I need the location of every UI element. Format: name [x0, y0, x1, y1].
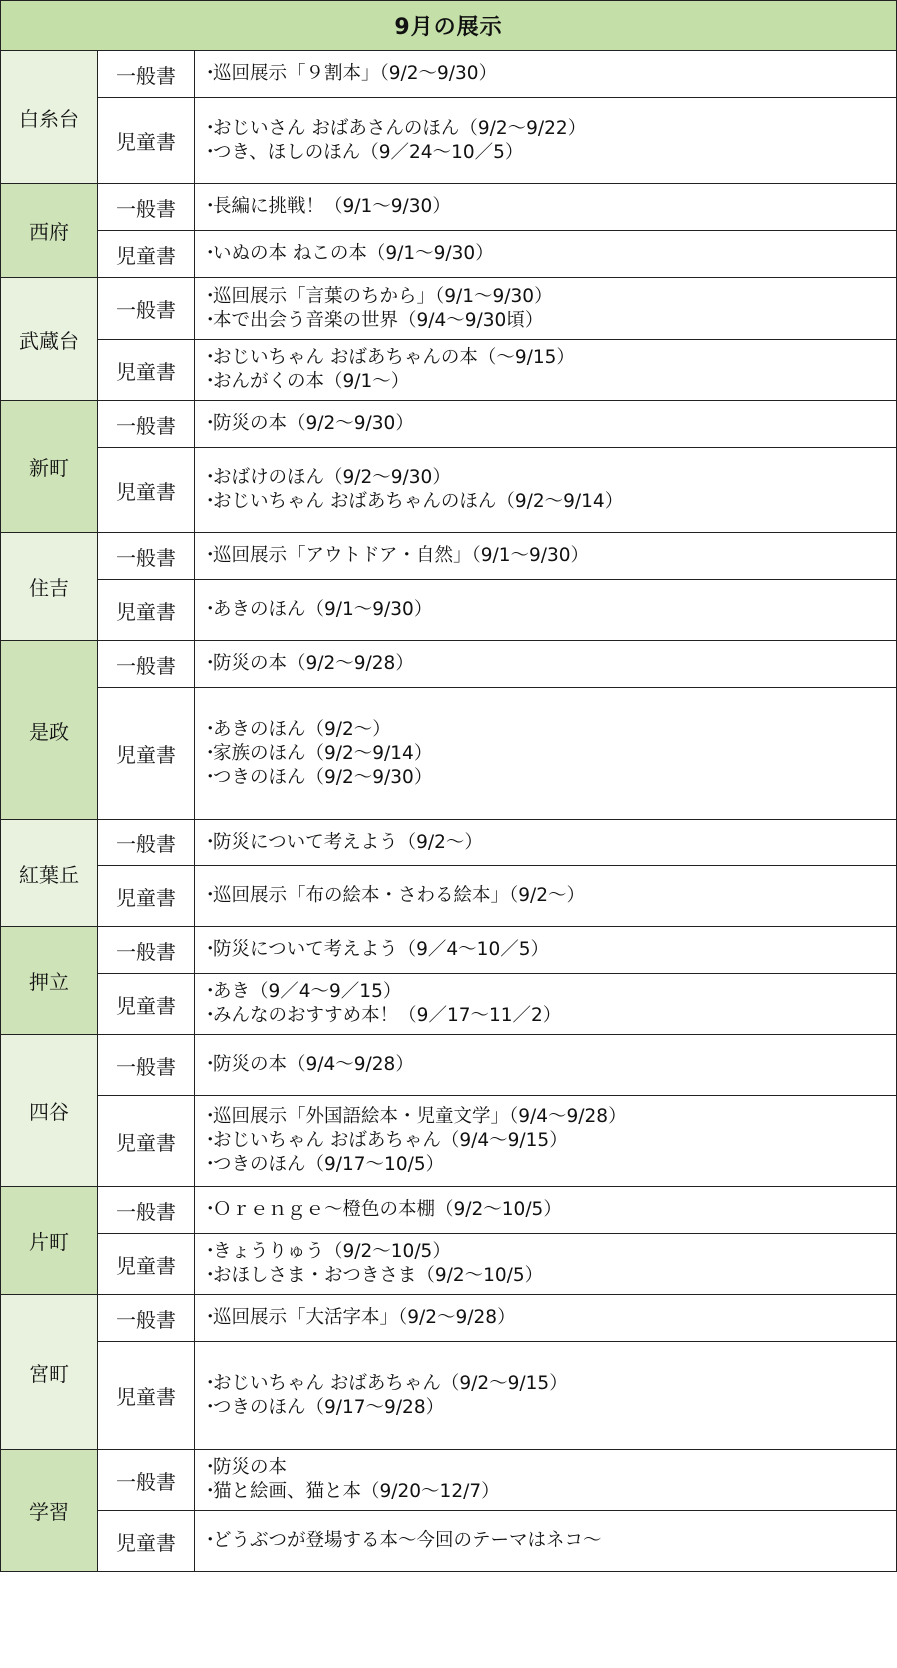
- list-item: ・ みんなのおすすめ本！（9／17～11／2）: [205, 1004, 896, 1028]
- exhibit-list: [205, 62, 896, 86]
- list-item: ・ きょうりゅう（9/2～10/5）: [205, 1240, 896, 1264]
- list-item: ・ 防災の本: [205, 1456, 896, 1480]
- category-label: 児童書: [98, 866, 195, 927]
- list-item: ・ つきのほん（9/17～9/28）: [205, 1396, 896, 1420]
- table-row: [1, 866, 897, 927]
- list-item: ・ おじいちゃん おばあちゃんの本（～9/15）: [205, 346, 896, 370]
- exhibit-list-cell: [195, 401, 897, 448]
- exhibit-list-cell: [195, 820, 897, 866]
- category-label: 一般書: [98, 51, 195, 98]
- exhibit-list: [205, 718, 896, 790]
- table-row: [1, 1450, 897, 1511]
- exhibit-list-cell: [195, 1295, 897, 1342]
- branch-name: 是政: [1, 641, 98, 820]
- branch-name: 新町: [1, 401, 98, 533]
- exhibit-list-cell: [195, 1342, 897, 1450]
- list-item: ・ あきのほん（9/1～9/30）: [205, 598, 896, 622]
- category-label: 一般書: [98, 1187, 195, 1234]
- exhibit-list-cell: [195, 927, 897, 974]
- branch-name: 四谷: [1, 1035, 98, 1187]
- table-row: [1, 1342, 897, 1450]
- exhibit-list: [205, 1240, 896, 1288]
- exhibit-list: [205, 1105, 896, 1177]
- list-item: ・ つきのほん（9/2～9/30）: [205, 766, 896, 790]
- list-item: ・ 本で出会う音楽の世界（9/4～9/30頃）: [205, 309, 896, 333]
- branch-name: 住吉: [1, 533, 98, 641]
- list-item: ・ 長編に挑戦！（9/1～9/30）: [205, 195, 896, 219]
- exhibit-list-cell: [195, 1511, 897, 1572]
- exhibit-list-cell: [195, 51, 897, 98]
- exhibit-list: [205, 831, 896, 855]
- branch-name: 武蔵台: [1, 278, 98, 401]
- table-row: [1, 401, 897, 448]
- branch-name: 西府: [1, 184, 98, 278]
- exhibit-list-cell: [195, 278, 897, 340]
- table-row: [1, 580, 897, 641]
- table-row: [1, 688, 897, 820]
- category-label: 児童書: [98, 1342, 195, 1450]
- table-row: [1, 98, 897, 184]
- list-item: ・ 巡回展示「大活字本」（9/2～9/28）: [205, 1306, 896, 1330]
- exhibit-list: [205, 412, 896, 436]
- exhibit-list-cell: [195, 533, 897, 580]
- list-item: ・ 巡回展示「言葉のちから」（9/1～9/30）: [205, 285, 896, 309]
- branch-name: 紅葉丘: [1, 820, 98, 927]
- table-row: [1, 1511, 897, 1572]
- exhibit-list-cell: [195, 231, 897, 278]
- table-row: [1, 1035, 897, 1096]
- category-label: 児童書: [98, 340, 195, 401]
- branch-name: 宮町: [1, 1295, 98, 1450]
- category-label: 児童書: [98, 448, 195, 533]
- category-label: 一般書: [98, 533, 195, 580]
- category-label: 児童書: [98, 98, 195, 184]
- list-item: ・ おじいさん おばあさんのほん（9/2～9/22）: [205, 117, 896, 141]
- table-row: [1, 448, 897, 533]
- category-label: 一般書: [98, 184, 195, 231]
- category-label: 一般書: [98, 1295, 195, 1342]
- exhibit-list-cell: [195, 184, 897, 231]
- exhibit-list: [205, 884, 896, 908]
- list-item: ・ どうぶつが登場する本～今回のテーマはネコ～: [205, 1529, 896, 1553]
- exhibit-list: [205, 1456, 896, 1504]
- table-row: [1, 533, 897, 580]
- list-item: ・ おじいちゃん おばあちゃん（9/2～9/15）: [205, 1372, 896, 1396]
- list-item: ・ 猫と絵画、猫と本（9/20～12/7）: [205, 1480, 896, 1504]
- list-item: ・ 家族のほん（9/2～9/14）: [205, 742, 896, 766]
- exhibit-list: [205, 346, 896, 394]
- branch-name: 学習: [1, 1450, 98, 1572]
- list-item: ・ あきのほん（9/2～）: [205, 718, 896, 742]
- table-row: [1, 641, 897, 688]
- table-row: [1, 184, 897, 231]
- exhibit-list-cell: [195, 340, 897, 401]
- branch-name: 白糸台: [1, 51, 98, 184]
- category-label: 一般書: [98, 820, 195, 866]
- category-label: 児童書: [98, 1096, 195, 1187]
- table-row: [1, 974, 897, 1035]
- exhibit-list: [205, 285, 896, 333]
- exhibit-list: [205, 117, 896, 165]
- page-title: 9月の展示: [1, 1, 897, 51]
- exhibit-list: [205, 466, 896, 514]
- category-label: 一般書: [98, 1450, 195, 1511]
- category-label: 児童書: [98, 231, 195, 278]
- table-row: [1, 278, 897, 340]
- table-row: [1, 340, 897, 401]
- list-item: ・ つきのほん（9/17～10/5）: [205, 1153, 896, 1177]
- exhibit-list: [205, 242, 896, 266]
- exhibit-list: [205, 1529, 896, 1553]
- list-item: ・ おほしさま・おつきさま（9/2～10/5）: [205, 1264, 896, 1288]
- table-row: [1, 927, 897, 974]
- table-row: [1, 51, 897, 98]
- exhibit-list-cell: [195, 1450, 897, 1511]
- exhibit-list-cell: [195, 1187, 897, 1234]
- list-item: ・ 巡回展示「外国語絵本・児童文学」（9/4～9/28）: [205, 1105, 896, 1129]
- category-label: 児童書: [98, 1511, 195, 1572]
- exhibit-list: [205, 1053, 896, 1077]
- category-label: 一般書: [98, 401, 195, 448]
- list-item: ・ Ｏｒｅｎｇｅ～橙色の本棚（9/2～10/5）: [205, 1198, 896, 1222]
- exhibit-list-cell: [195, 1035, 897, 1096]
- list-item: ・ おじいちゃん おばあちゃんのほん（9/2～9/14）: [205, 490, 896, 514]
- exhibit-list-cell: [195, 688, 897, 820]
- category-label: 児童書: [98, 1234, 195, 1295]
- exhibit-list-cell: [195, 641, 897, 688]
- exhibit-list: [205, 598, 896, 622]
- list-item: ・ 防災の本（9/2～9/30）: [205, 412, 896, 436]
- category-label: 一般書: [98, 641, 195, 688]
- list-item: ・ いぬの本 ねこの本（9/1～9/30）: [205, 242, 896, 266]
- category-label: 児童書: [98, 974, 195, 1035]
- exhibit-list-cell: [195, 1096, 897, 1187]
- branch-name: 片町: [1, 1187, 98, 1295]
- exhibit-list: [205, 544, 896, 568]
- table-row: [1, 1234, 897, 1295]
- exhibit-list: [205, 1372, 896, 1420]
- exhibit-list-cell: [195, 1234, 897, 1295]
- list-item: ・ 巡回展示「布の絵本・さわる絵本」（9/2～）: [205, 884, 896, 908]
- exhibit-list: [205, 980, 896, 1028]
- list-item: ・ おじいちゃん おばあちゃん（9/4～9/15）: [205, 1129, 896, 1153]
- exhibit-table-body: [1, 1, 897, 1572]
- title-row: [1, 1, 897, 51]
- exhibit-list-cell: [195, 974, 897, 1035]
- list-item: ・ 防災について考えよう（9/2～）: [205, 831, 896, 855]
- category-label: 一般書: [98, 927, 195, 974]
- list-item: ・ 防災の本（9/4～9/28）: [205, 1053, 896, 1077]
- exhibit-list-cell: [195, 98, 897, 184]
- list-item: ・ おばけのほん（9/2～9/30）: [205, 466, 896, 490]
- list-item: ・ 防災の本（9/2～9/28）: [205, 652, 896, 676]
- table-row: [1, 231, 897, 278]
- exhibit-list: [205, 195, 896, 219]
- exhibit-list: [205, 1306, 896, 1330]
- table-row: [1, 1096, 897, 1187]
- table-row: [1, 1187, 897, 1234]
- table-row: [1, 820, 897, 866]
- list-item: ・ おんがくの本（9/1～）: [205, 370, 896, 394]
- list-item: ・ あき（9／4～9／15）: [205, 980, 896, 1004]
- category-label: 児童書: [98, 688, 195, 820]
- exhibit-list: [205, 938, 896, 962]
- exhibit-list-cell: [195, 866, 897, 927]
- table-row: [1, 1295, 897, 1342]
- list-item: ・ 巡回展示「９割本」（9/2～9/30）: [205, 62, 896, 86]
- category-label: 一般書: [98, 1035, 195, 1096]
- list-item: ・ 巡回展示「アウトドア・自然」（9/1～9/30）: [205, 544, 896, 568]
- exhibit-list: [205, 652, 896, 676]
- category-label: 児童書: [98, 580, 195, 641]
- exhibit-list-cell: [195, 448, 897, 533]
- category-label: 一般書: [98, 278, 195, 340]
- list-item: ・ 防災について考えよう（9／4～10／5）: [205, 938, 896, 962]
- branch-name: 押立: [1, 927, 98, 1035]
- exhibit-list: [205, 1198, 896, 1222]
- list-item: ・ つき、ほしのほん（9／24～10／5）: [205, 141, 896, 165]
- exhibit-list-cell: [195, 580, 897, 641]
